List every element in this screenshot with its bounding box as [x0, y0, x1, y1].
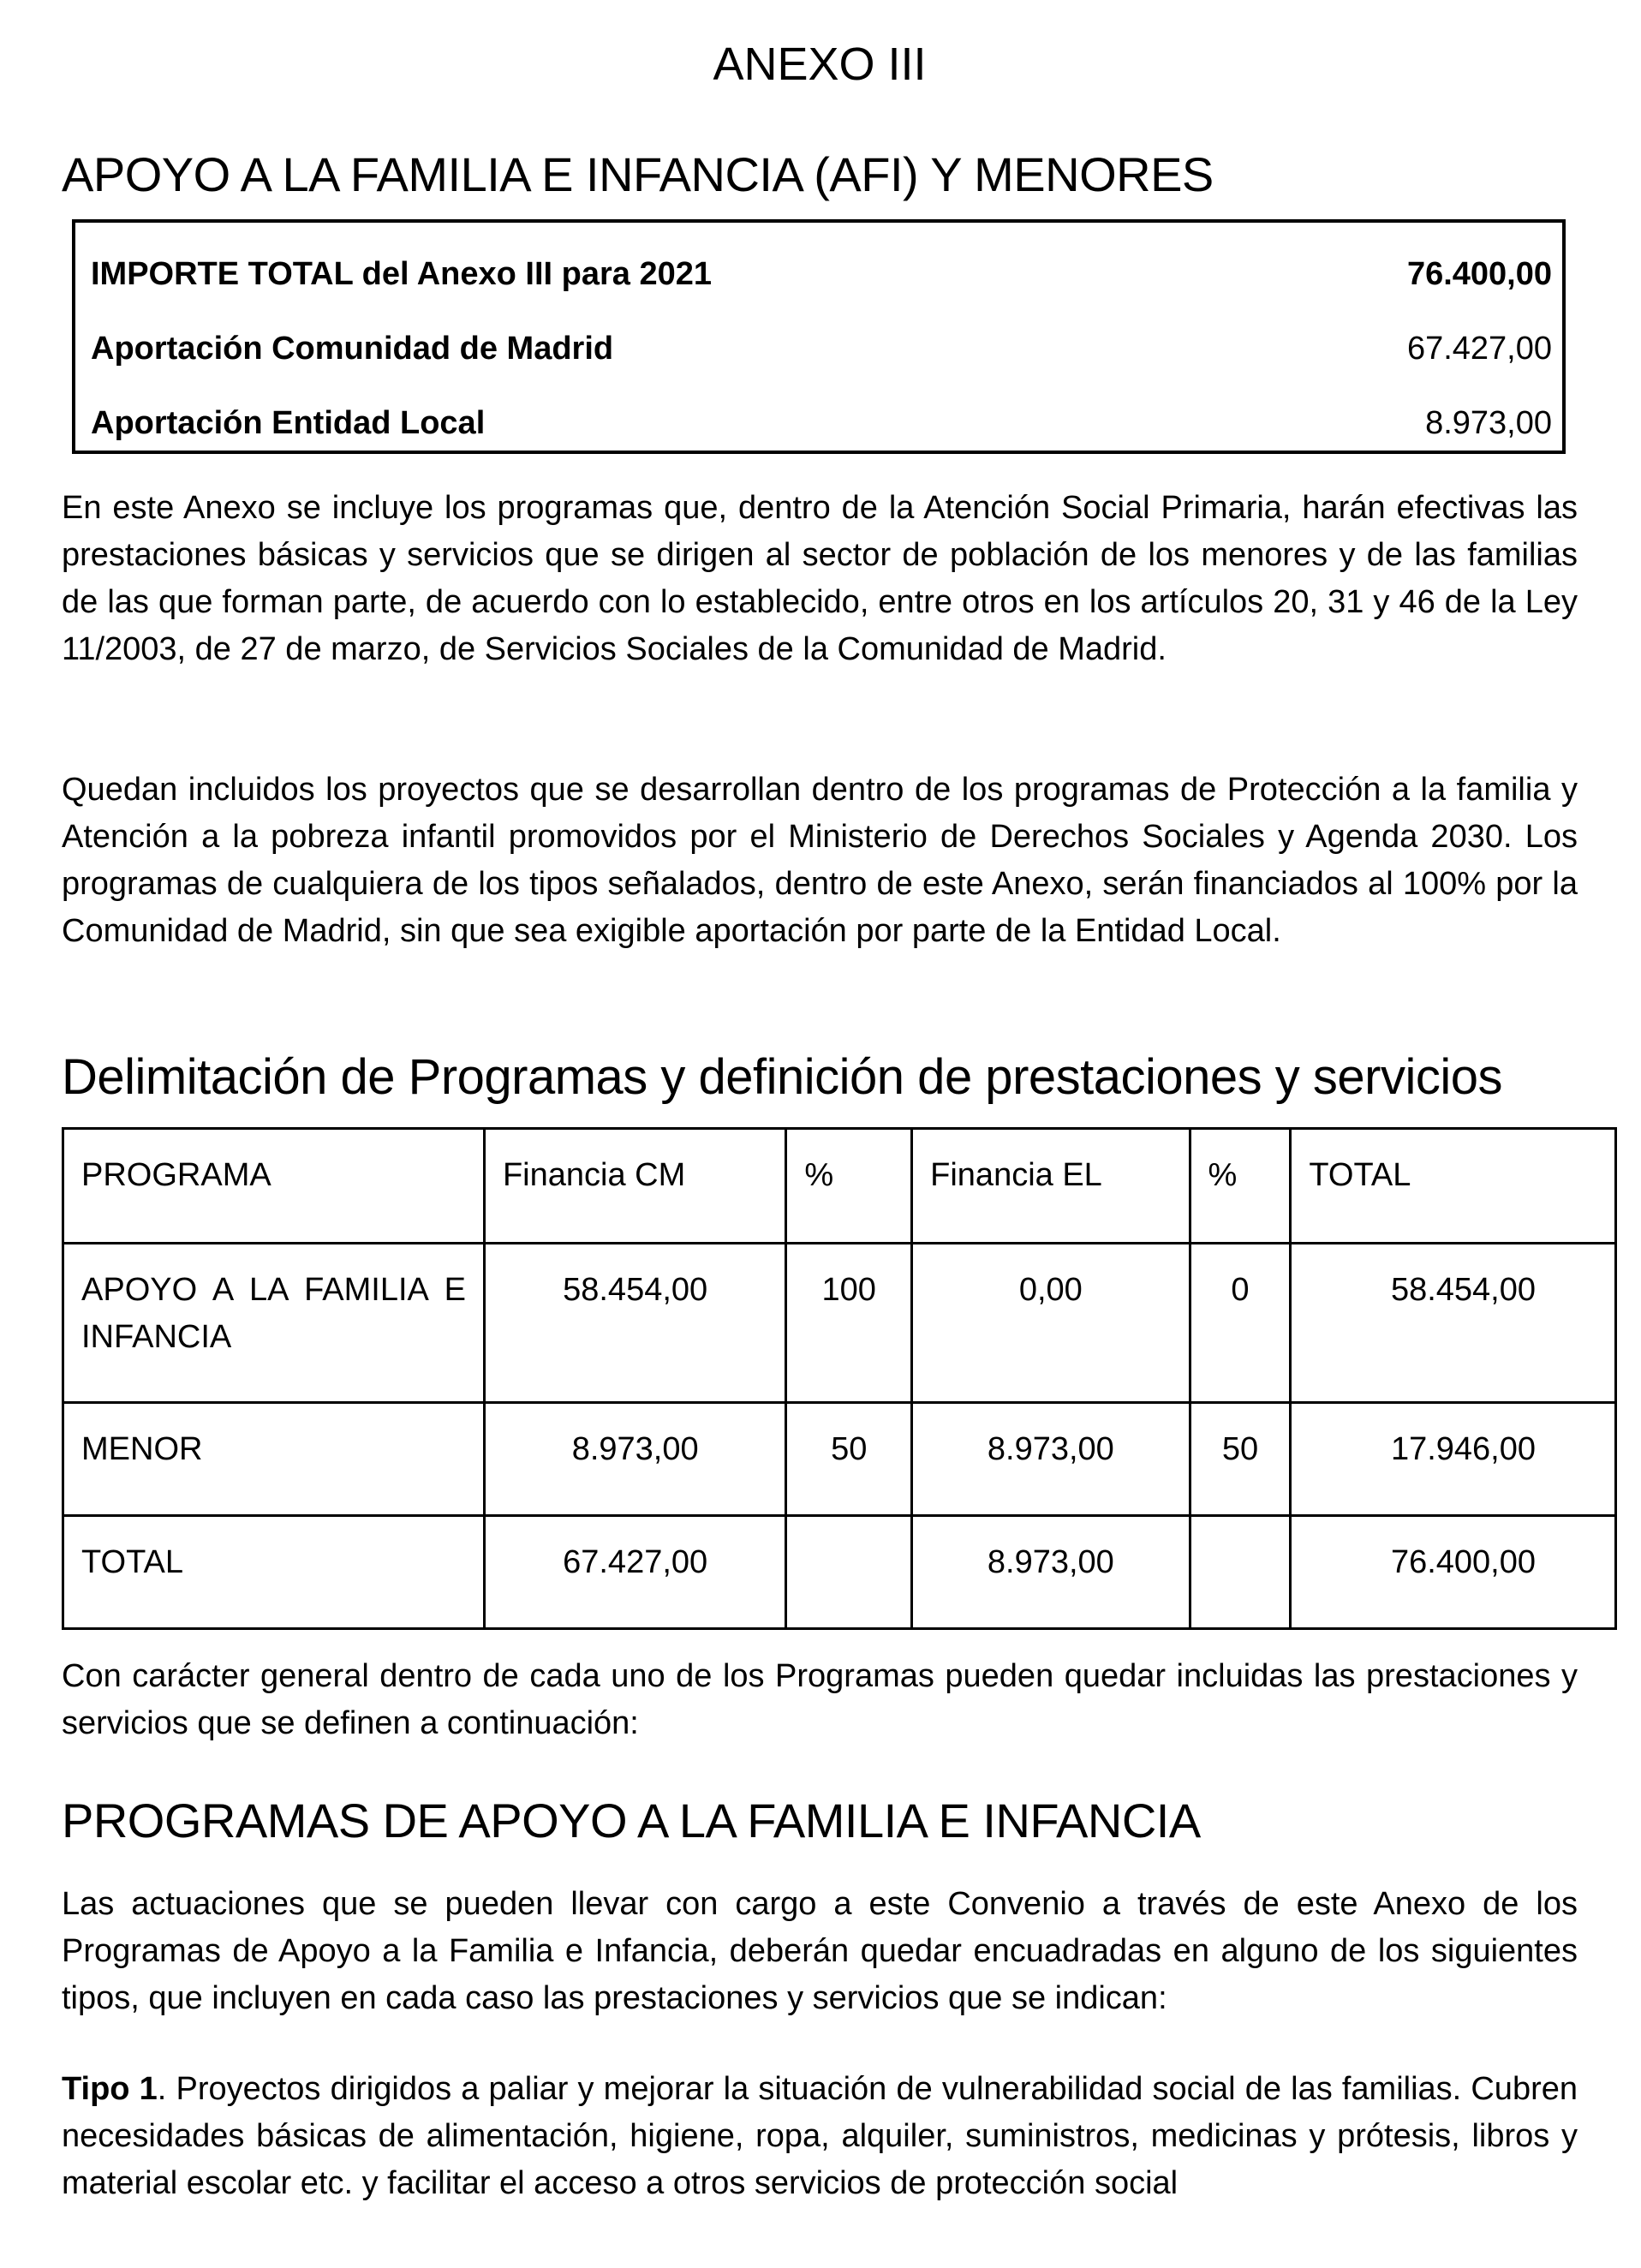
summary-box — [72, 219, 1566, 454]
header-cell: PROGRAMA — [63, 1129, 485, 1244]
anexo-title: ANEXO III — [713, 39, 927, 90]
summary-row-cm — [91, 323, 1552, 374]
cell-pct-cm — [786, 1516, 912, 1629]
cell-pct-cm: 50 — [786, 1403, 912, 1516]
header-cell: TOTAL — [1291, 1129, 1616, 1244]
summary-value: 76.400,00 — [1406, 255, 1552, 292]
header-cell: % — [786, 1129, 912, 1244]
summary-label: Aportación Entidad Local — [91, 404, 486, 441]
cell-financia-cm: 67.427,00 — [484, 1516, 785, 1629]
cell-financia-cm: 58.454,00 — [484, 1244, 785, 1403]
cell-pct-el: 50 — [1190, 1403, 1291, 1516]
cell-total: 17.946,00 — [1291, 1403, 1616, 1516]
paragraph-actuaciones: Las actuaciones que se pueden llevar con cargo a este Convenio a través de este Anexo de los Programas de Apoyo a la Familia e Infancia, deberán quedar encuadradas en alguno de los siguientes tipos, que incluyen en cada caso las prestaciones y servicios que se indican: — [62, 1886, 1578, 2016]
tipo-1-label: Tipo 1 — [62, 2071, 158, 2107]
paragraph-intro: En este Anexo se incluye los programas que, dentro de la Atención Social Primaria, harán efectivas las prestaciones básicas y servicios que se dirigen al sector de población de los menores y de las familias de las que forman parte, de acuerdo con lo establecido, entre otros en los artículos 20, 31 y 46 de la Ley 11/2003, de 27 de marzo, de Servicios Sociales de la Comunidad de Madrid. — [62, 490, 1578, 667]
programs-heading: PROGRAMAS DE APOYO A LA FAMILIA E INFANCIA — [62, 1794, 1201, 1847]
delimitation-heading: Delimitación de Programas y definición de prestaciones y servicios — [62, 1049, 1502, 1105]
summary-row-el — [91, 397, 1552, 449]
summary-value: 67.427,00 — [1406, 330, 1552, 367]
header-cell: Financia EL — [912, 1129, 1190, 1244]
cell-total: 76.400,00 — [1291, 1516, 1616, 1629]
tipo-1-text: . Proyectos dirigidos a paliar y mejorar la situación de vulnerabilidad social de las familias. Cubren necesidades básicas de alimentación, higiene, ropa, alquiler, suministros, medicinas y prótesis, libros y material escolar etc. y facilitar el acceso a otros servicios de protección social — [62, 2071, 1578, 2201]
cell-financia-el: 8.973,00 — [912, 1403, 1190, 1516]
cell-pct-el — [1190, 1516, 1291, 1629]
summary-label: Aportación Comunidad de Madrid — [91, 330, 614, 367]
programs-table — [62, 1127, 1617, 1630]
cell-total: 58.454,00 — [1291, 1244, 1616, 1403]
table-row — [63, 1403, 1616, 1516]
cell-pct-el: 0 — [1190, 1244, 1291, 1403]
table-row — [63, 1244, 1616, 1403]
table-row-total — [63, 1516, 1616, 1629]
summary-row-total — [91, 248, 1552, 300]
paragraph-included-projects: Quedan incluidos los proyectos que se desarrollan dentro de los programas de Protección a la familia y Atención a la pobreza infantil promovidos por el Ministerio de Derechos Sociales y Agenda 2030. Los programas de cualquiera de los tipos señalados, dentro de este Anexo, serán financiados al 100% por la Comunidad de Madrid, sin que sea exigible aportación por parte de la Entidad Local. — [62, 772, 1578, 949]
paragraph-tipo-1 — [62, 2066, 1578, 2207]
cell-financia-el: 8.973,00 — [912, 1516, 1190, 1629]
cell-programa: TOTAL — [63, 1516, 485, 1629]
summary-label: IMPORTE TOTAL del Anexo III para 2021 — [91, 255, 713, 292]
cell-financia-cm: 8.973,00 — [484, 1403, 785, 1516]
summary-value: 8.973,00 — [1425, 404, 1552, 441]
header-cell: Financia CM — [484, 1129, 785, 1244]
cell-financia-el: 0,00 — [912, 1244, 1190, 1403]
paragraph-general: Con carácter general dentro de cada uno de los Programas pueden quedar incluidas las prestaciones y servicios que se definen a continuación: — [62, 1658, 1578, 1741]
cell-programa: APOYO A LA FAMILIA E INFANCIA — [63, 1244, 485, 1403]
header-cell: % — [1190, 1129, 1291, 1244]
table-header-row — [63, 1129, 1616, 1244]
cell-programa: MENOR — [63, 1403, 485, 1516]
main-heading: APOYO A LA FAMILIA E INFANCIA (AFI) Y MENORES — [62, 147, 1214, 201]
cell-pct-cm: 100 — [786, 1244, 912, 1403]
